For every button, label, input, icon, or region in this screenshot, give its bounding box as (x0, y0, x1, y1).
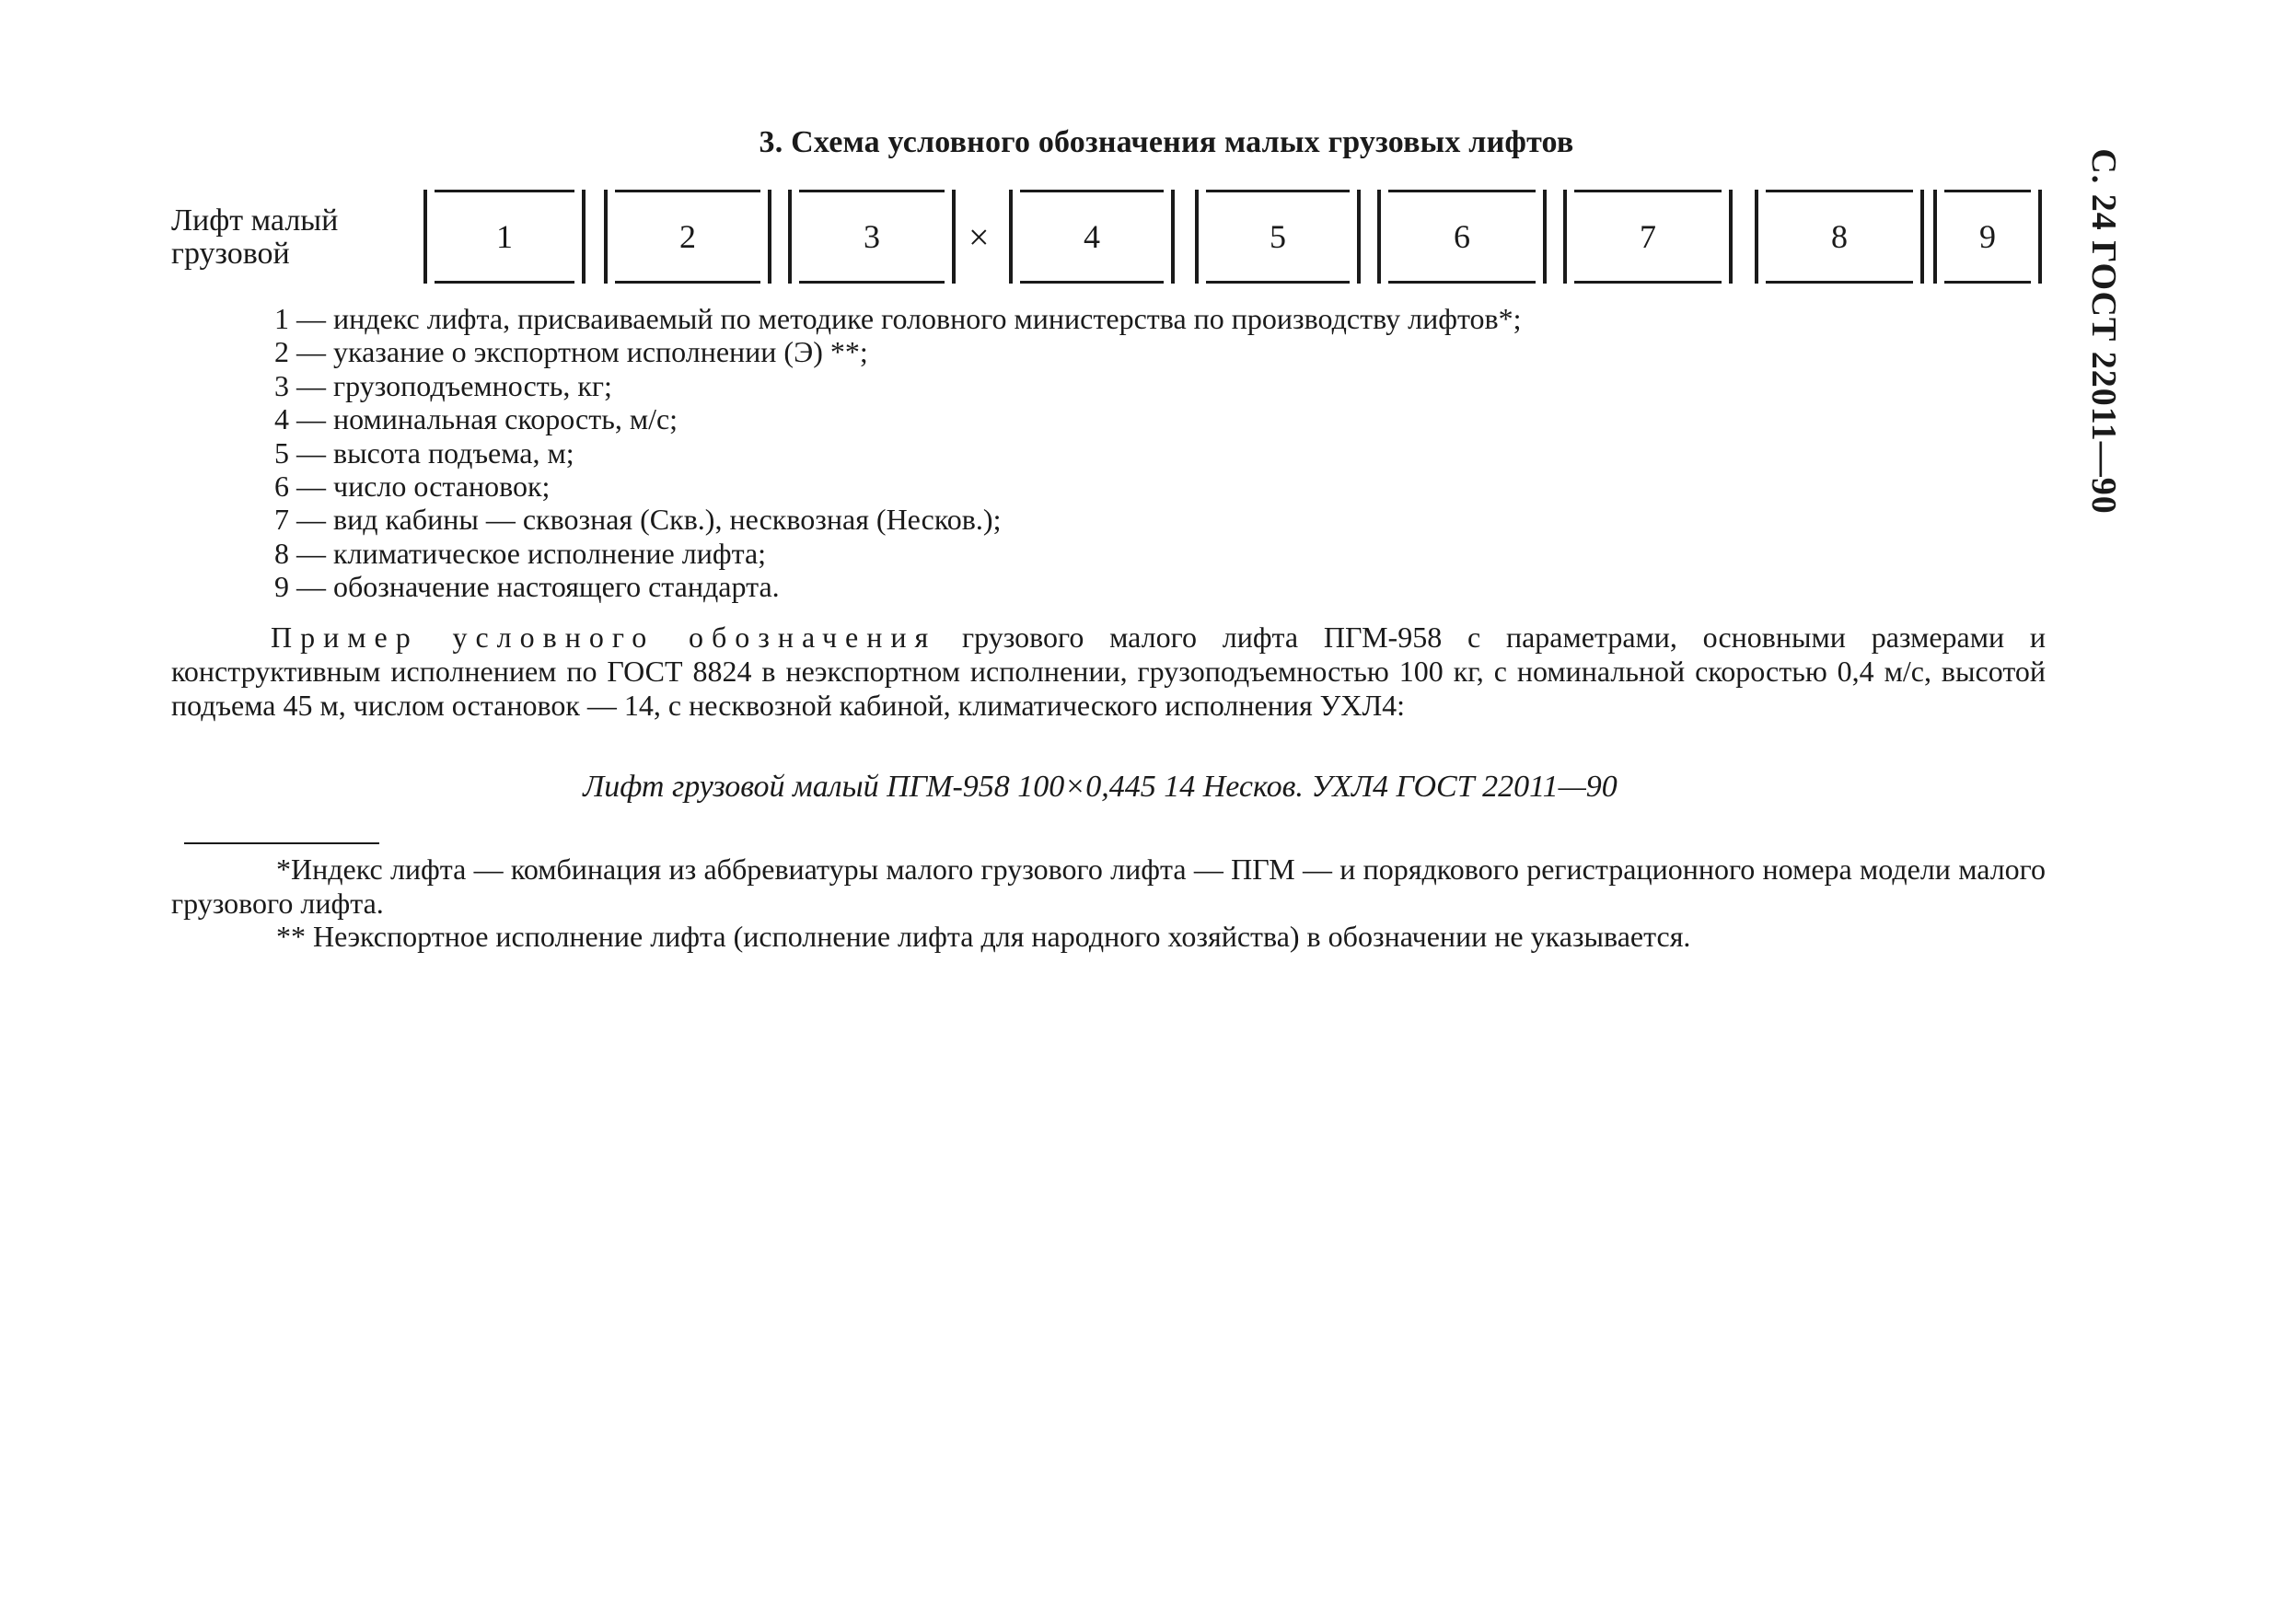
scheme-box-9 (1933, 190, 2042, 284)
legend-item: 8 — климатическое исполнение лифта; (274, 536, 767, 570)
scheme-label-line1: Лифт малый (171, 203, 339, 238)
example-designation (0, 770, 2296, 805)
footnote-2: ** Неэкспортное исполнение лифта (исполнение лифта для народного хозяйства) в обозначении не указывается. (276, 920, 1691, 953)
page-header-text: С. 24 ГОСТ 22011—90 (2084, 148, 2123, 515)
legend-item: 1 — индекс лифта, присваиваемый по методике головного министерства по производству лифтов*; (274, 302, 1522, 335)
scheme-box-1 (423, 190, 586, 284)
legend-item: 5 — высота подъема, м; (274, 435, 574, 470)
scheme-legend (274, 302, 1522, 604)
footnote-1: *Индекс лифта — комбинация из аббревиатуры малого грузового лифта — ПГМ — и порядкового регистрационного номера модели малого грузового лифта. (171, 853, 2046, 920)
scheme-box-5 (1195, 190, 1361, 284)
legend-item: 4 — номинальная скорость, м/с; (274, 402, 678, 436)
footnote-divider (184, 842, 379, 844)
scheme-box-number: 4 (1084, 218, 1100, 255)
scheme-box-7 (1563, 190, 1733, 284)
example-paragraph (171, 621, 2046, 723)
footnotes (171, 853, 2046, 954)
scheme-box-6 (1377, 190, 1547, 284)
scheme-box-number: 2 (679, 218, 696, 255)
example-designation-text: Лифт грузовой малый ПГМ-958 100×0,445 14 Несков. УХЛ4 ГОСТ 22011—90 (583, 770, 1618, 804)
scheme-box-number: 9 (1979, 218, 1996, 255)
designation-scheme (0, 0, 2296, 295)
scheme-box-4 (1009, 190, 1175, 284)
legend-item: 2 — указание о экспортном исполнении (Э) **; (274, 335, 868, 369)
scheme-box-number: 6 (1454, 218, 1470, 255)
section-heading-text: 3. Схема условного обозначения малых грузовых лифтов (759, 125, 1574, 159)
example-lead: Пример условного обозначения (271, 621, 937, 654)
scheme-box-3 (788, 190, 956, 284)
scheme-box-number: 5 (1270, 218, 1286, 255)
scheme-box-number: 8 (1831, 218, 1848, 255)
scheme-box-number: 3 (864, 218, 880, 255)
legend-item: 9 — обозначение настоящего стандарта. (274, 570, 780, 604)
scheme-box-2 (604, 190, 771, 284)
legend-item: 6 — число остановок; (274, 470, 551, 504)
scheme-label-line2: грузовой (171, 237, 290, 271)
scheme-box-number: 7 (1640, 218, 1656, 255)
scheme-box-number: 1 (496, 218, 513, 255)
legend-item: 3 — грузоподъемность, кг; (274, 368, 612, 402)
example-text: грузового малого лифта ПГМ-958 с параметрами, основными размерами и конструктивным исполнением по ГОСТ 8824 в неэкспортном исполнении, грузоподъемностью 100 кг, с номинальной скоростью 0,4 м/с, высотой подъема 45 м, числом остановок — 14, с несквозной кабиной, климатического исполнения УХЛ4: (171, 621, 2047, 722)
legend-item: 7 — вид кабины — сквозная (Скв.), несквозная (Несков.); (274, 503, 1002, 537)
scheme-box-8 (1755, 190, 1924, 284)
multiply-sign: × (968, 216, 990, 258)
